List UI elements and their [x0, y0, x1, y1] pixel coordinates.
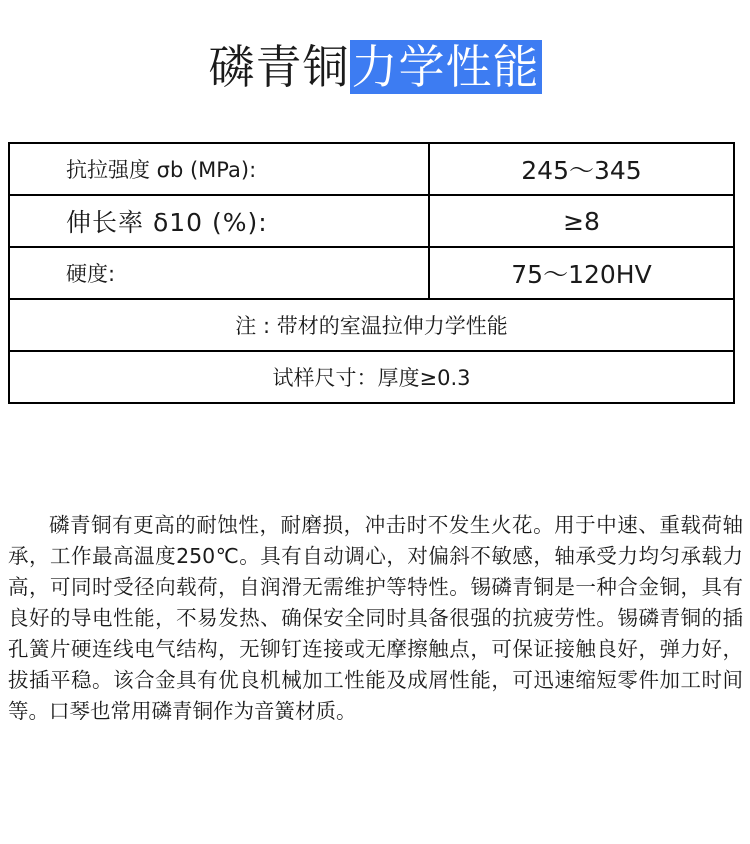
elongation-label: 伸长率 δ10 (%):: [9, 195, 429, 247]
title-prefix: 磷青铜: [208, 40, 350, 94]
tensile-strength-value: 245～345: [429, 143, 734, 195]
hardness-label: 硬度:: [9, 247, 429, 299]
elongation-value: ≥8: [429, 195, 734, 247]
table-note: 注 : 带材的室温拉伸力学性能: [9, 299, 734, 351]
table-row: [9, 143, 734, 195]
table-row: [9, 299, 734, 351]
sample-size: 试样尺寸：厚度≥0.3: [9, 351, 734, 403]
page-title: [0, 32, 750, 102]
table-row: [9, 351, 734, 403]
tensile-strength-label: 抗拉强度 σb (MPa):: [9, 143, 429, 195]
table-row: [9, 247, 734, 299]
title-highlight: 力学性能: [351, 40, 540, 94]
mechanical-properties-table: [8, 142, 735, 404]
table-row: [9, 195, 734, 247]
hardness-value: 75～120HV: [429, 247, 734, 299]
description-paragraph: 磷青铜有更高的耐蚀性，耐磨损，冲击时不发生火花。用于中速、重载荷轴承，工作最高温度250℃。具有自动调心，对偏斜不敏感，轴承受力均匀承载力高，可同时受径向载荷，自润滑无需维护等特性。锡磷青铜是一种合金铜，具有良好的导电性能，不易发热、确保安全同时具备很强的抗疲劳性。锡磷青铜的插孔簧片硬连线电气结构，无铆钉连接或无摩擦触点，可保证接触良好，弹力好，拔插平稳。该合金具有优良机械加工性能及成屑性能，可迅速缩短零件加工时间等。口琴也常用磷青铜作为音簧材质。: [8, 513, 743, 723]
